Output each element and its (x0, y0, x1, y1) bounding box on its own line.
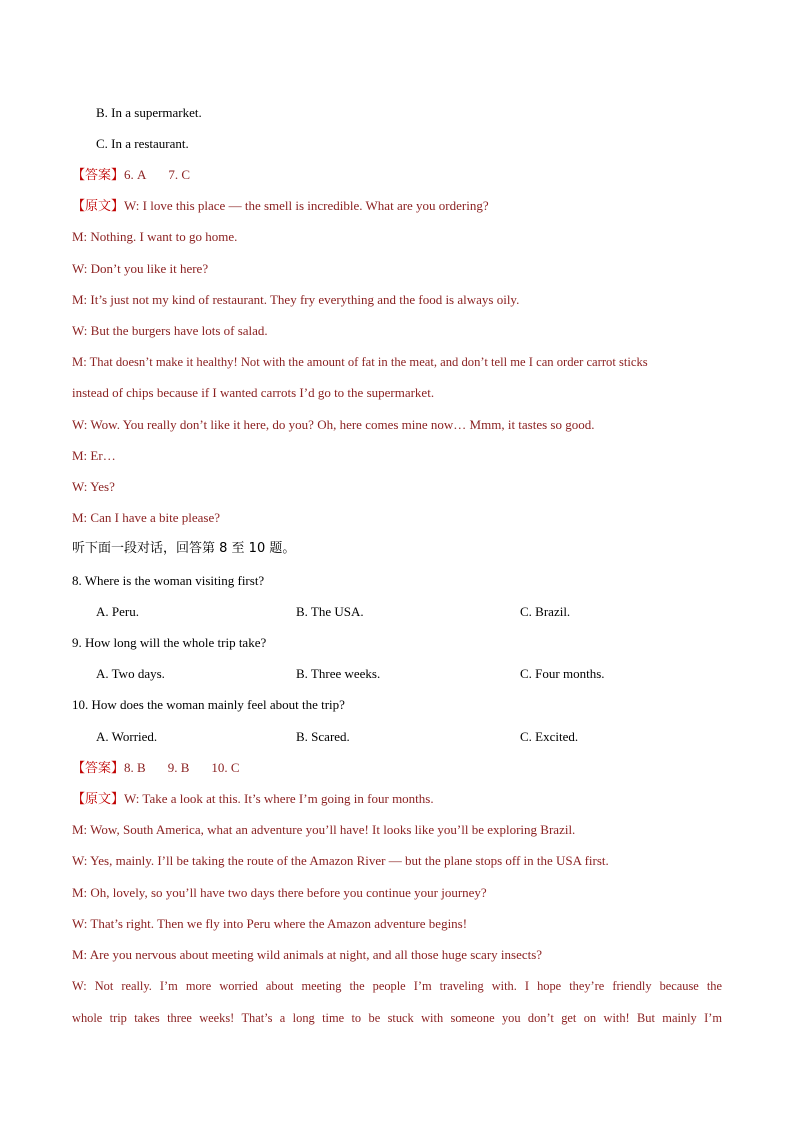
transcript-tag: 【原文】 (72, 791, 125, 806)
answer-6: 6. A (124, 167, 147, 182)
transcript-line: W: Wow. You really don’t like it here, do you? Oh, here comes mine now… Mmm, it tastes so good. (72, 417, 595, 432)
transcript-line: W: Yes? (72, 479, 115, 494)
q8-option-c: C. Brazil. (520, 604, 571, 619)
transcript-line: 【原文】W: Take a look at this. It’s where I’m going in four months. (72, 791, 434, 806)
answer-9: 9. B (167, 760, 190, 775)
answer-8: 8. B (124, 760, 146, 775)
answer-tag: 【答案】 (72, 167, 125, 182)
transcript-line: W: That’s right. Then we fly into Peru where the Amazon adventure begins! (72, 916, 468, 931)
transcript-line: M: It’s just not my kind of restaurant. They fry everything and the food is always oily. (72, 292, 520, 307)
transcript-line: whole trip takes three weeks! That’s a long time to be stuck with someone you don’t get on with! But mainly I’m (72, 1011, 722, 1025)
transcript-line: W: Don’t you like it here? (72, 261, 209, 276)
q8-option-a: A. Peru. (96, 604, 139, 619)
q10-option-a: A. Worried. (96, 729, 158, 744)
transcript-line: W: Yes, mainly. I’ll be taking the route of the Amazon River — but the plane stops off in the USA first. (72, 853, 609, 868)
transcript-tag: 【原文】 (72, 198, 125, 213)
transcript-line: W: But the burgers have lots of salad. (72, 323, 268, 338)
q8-option-b: B. The USA. (296, 604, 364, 619)
transcript-line: W: Not really. I’m more worried about meeting the people I’m traveling with. I hope they’re friendly because the (72, 979, 722, 993)
answer-key-2 (72, 758, 722, 778)
transcript-line: M: Can I have a bite please? (72, 510, 220, 525)
q7-option-c: C. In a restaurant. (96, 136, 189, 151)
q7-option-b: B. In a supermarket. (96, 105, 202, 120)
q9-option-b: B. Three weeks. (296, 666, 381, 681)
answer-key-1 (72, 165, 722, 185)
transcript-line: M: That doesn’t make it healthy! Not with the amount of fat in the meat, and don’t tell me I can order carrot sticks (72, 355, 648, 369)
q9-option-c: C. Four months. (520, 666, 605, 681)
answer-10: 10. C (211, 760, 240, 775)
question-8: 8. Where is the woman visiting first? (72, 573, 265, 588)
transcript-line: M: Wow, South America, what an adventure you’ll have! It looks like you’ll be exploring Brazil. (72, 822, 576, 837)
transcript-line: M: Er… (72, 448, 116, 463)
answer-tag: 【答案】 (72, 760, 125, 775)
transcript-line: 【原文】W: I love this place — the smell is incredible. What are you ordering? (72, 198, 489, 213)
transcript-line: M: Nothing. I want to go home. (72, 229, 238, 244)
answer-7: 7. C (168, 167, 191, 182)
transcript-line: M: Oh, lovely, so you’ll have two days there before you continue your journey? (72, 885, 487, 900)
transcript-line: M: Are you nervous about meeting wild animals at night, and all those huge scary insects? (72, 947, 543, 962)
question-10: 10. How does the woman mainly feel about the trip? (72, 697, 345, 712)
section-heading: 听下面一段对话，回答第 8 至 10 题。 (72, 541, 296, 556)
q10-option-b: B. Scared. (296, 729, 350, 744)
q10-option-c: C. Excited. (520, 729, 579, 744)
transcript-line: instead of chips because if I wanted carrots I’d go to the supermarket. (72, 385, 435, 400)
question-9: 9. How long will the whole trip take? (72, 635, 267, 650)
q9-option-a: A. Two days. (96, 666, 165, 681)
